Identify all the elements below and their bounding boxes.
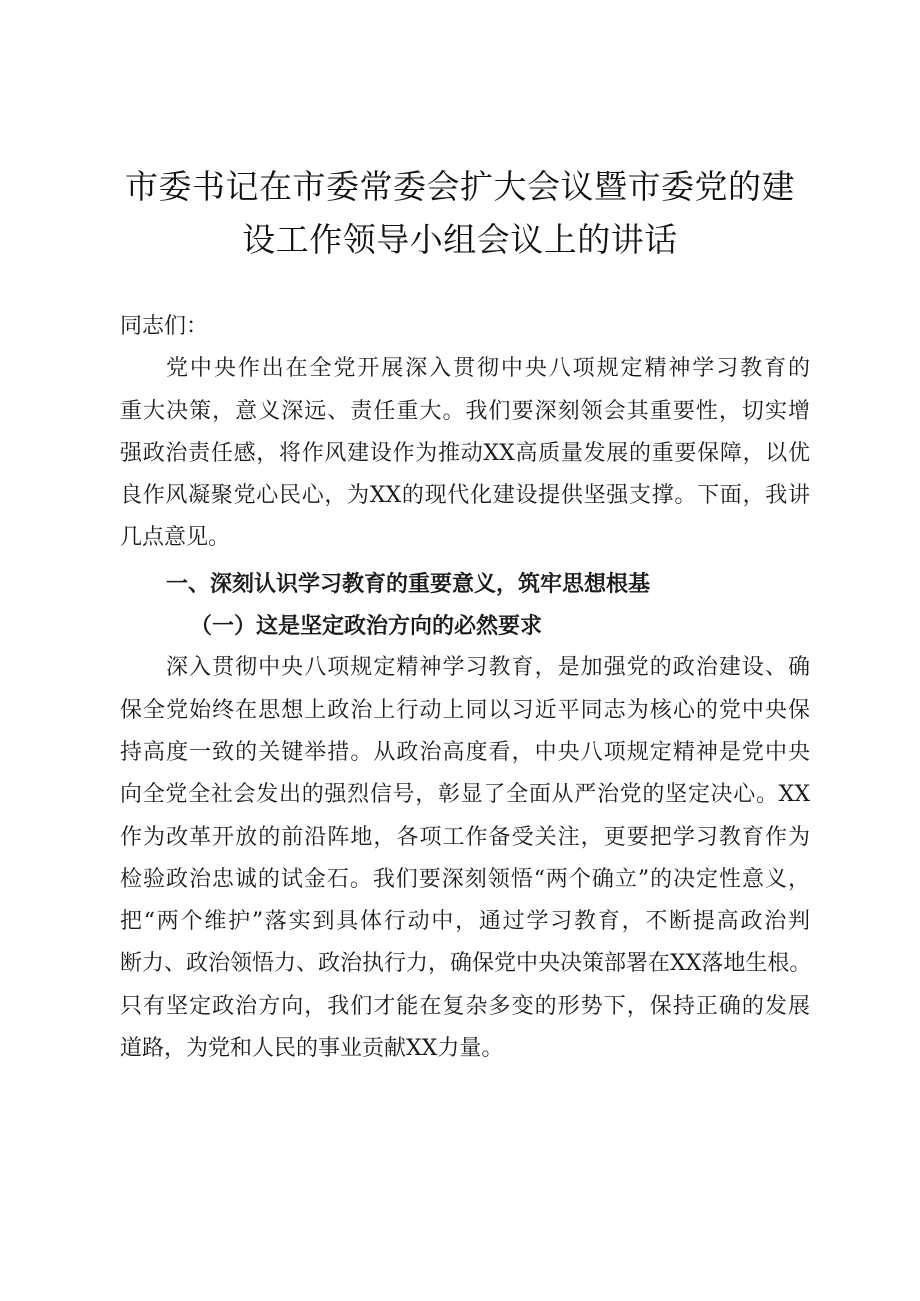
paragraph-line-9: 只有坚定政治方向，我们才能在复杂多变的形势下，保持正确的发展 — [120, 993, 810, 1019]
intro-line-1: 党中央作出在全党开展深入贯彻中央八项规定精神学习教育的 — [166, 356, 810, 382]
title-line-1: 市委书记在市委常委会扩大会议暨市委党的建 — [125, 167, 795, 206]
paragraph-line-8: 断力、政治领悟力、政治执行力，确保党中央决策部署在XX落地生根。 — [120, 951, 812, 977]
intro-paragraph — [120, 348, 810, 559]
intro-line-4: 良作风凝聚党心民心，为XX的现代化建设提供坚强支撑。下面，我讲 — [120, 483, 810, 509]
paragraph-line-4: 向全党全社会发出的强烈信号，彰显了全面从严治党的坚定决心。XX — [120, 782, 810, 808]
intro-line-3: 强政治责任感，将作风建设作为推动XX高质量发展的重要保障，以优 — [120, 440, 810, 466]
paragraph-line-2: 保全党始终在思想上政治上行动上同以习近平同志为核心的党中央保 — [120, 697, 810, 723]
subsection-heading-1: （一）这是坚定政治方向的必然要求 — [190, 613, 543, 640]
paragraph-line-6: 检验政治忠诚的试金石。我们要深刻领悟“两个确立”的决定性意义， — [120, 866, 810, 892]
salutation: 同志们： — [120, 314, 209, 339]
paragraph-line-3: 持高度一致的关键举措。从政治高度看，中央八项规定精神是党中央 — [120, 739, 810, 765]
document-title — [100, 160, 820, 266]
intro-line-2: 重大决策，意义深远、责任重大。我们要深刻领会其重要性，切实增 — [120, 398, 810, 424]
title-line-2: 设工作领导小组会议上的讲话 — [242, 220, 678, 259]
document-body — [120, 306, 810, 1070]
paragraph-line-7: 把“两个维护”落实到具体行动中，通过学习教育，不断提高政治判 — [120, 909, 810, 935]
section-heading-1: 一、深刻认识学习教育的重要意义，筑牢思想根基 — [166, 570, 651, 597]
paragraph-1 — [120, 647, 810, 1070]
paragraph-line-5: 作为改革开放的前沿阵地，各项工作备受关注，更要把学习教育作为 — [120, 824, 810, 850]
intro-line-5: 几点意见。 — [120, 525, 231, 551]
paragraph-line-1: 深入贯彻中央八项规定精神学习教育，是加强党的政治建设、确 — [166, 655, 810, 681]
paragraph-line-10: 道路，为党和人民的事业贡献XX力量。 — [120, 1036, 504, 1062]
